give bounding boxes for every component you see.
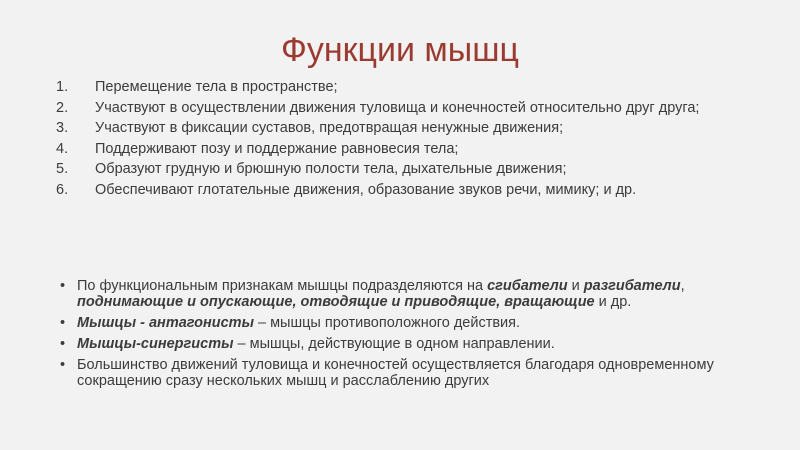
item-number: 2. — [56, 99, 69, 116]
note-text: , — [680, 278, 685, 294]
list-item — [56, 100, 756, 116]
item-number: 1. — [56, 79, 69, 95]
term-flexors: сгибатели — [487, 278, 568, 294]
item-text: Поддерживают позу и поддержание равновесия тела; — [95, 140, 459, 157]
item-number: 3. — [56, 120, 69, 136]
antagonists-note — [60, 315, 750, 331]
bullet-icon: • — [60, 278, 66, 294]
item-number: 5. — [56, 161, 69, 177]
note-text: и др. — [594, 294, 632, 310]
note-text: и — [567, 278, 584, 294]
list-item — [56, 182, 756, 198]
item-number: 4. — [56, 140, 69, 157]
item-text: Участвуют в осуществлении движения туловища и конечностей относительно друг друга; — [95, 99, 700, 116]
note-text: – мышцы, действующие в одном направлении. — [233, 336, 555, 352]
list-item — [56, 161, 756, 177]
bullet-icon: • — [60, 336, 66, 352]
item-number: 6. — [56, 181, 69, 198]
term-extensors: разгибатели — [583, 278, 681, 294]
summary-note — [60, 357, 750, 389]
term-other-groups: поднимающие и опускающие, отводящие и приводящие, вращающие — [77, 294, 595, 310]
term-antagonists: Мышцы - антагонисты — [77, 315, 254, 331]
notes-list — [60, 278, 750, 394]
note-text: – мышцы противоположного действия. — [253, 315, 521, 331]
note-text: Большинство движений туловища и конечностей осуществляется благодаря одновременному сокращению сразу нескольких мышц и расслаблению других — [77, 357, 714, 389]
term-synergists: Мышцы-синергисты — [77, 336, 234, 352]
classification-note — [60, 278, 750, 310]
bullet-icon: • — [60, 357, 66, 373]
list-item — [56, 120, 756, 136]
list-item — [56, 141, 756, 157]
item-text: Участвуют в фиксации суставов, предотвращая ненужные движения; — [95, 120, 564, 136]
item-text: Обеспечивают глотательные движения, образование звуков речи, мимику; и др. — [95, 181, 637, 198]
synergists-note — [60, 336, 750, 352]
bullet-icon: • — [60, 315, 66, 331]
slide-title: Функции мышц — [281, 31, 519, 69]
item-text: Перемещение тела в пространстве; — [95, 79, 338, 95]
list-item — [56, 79, 756, 95]
item-text: Образуют грудную и брюшную полости тела, дыхательные движения; — [95, 161, 567, 177]
note-text: По функциональным признакам мышцы подразделяются на — [77, 278, 488, 294]
functions-list — [56, 79, 756, 202]
